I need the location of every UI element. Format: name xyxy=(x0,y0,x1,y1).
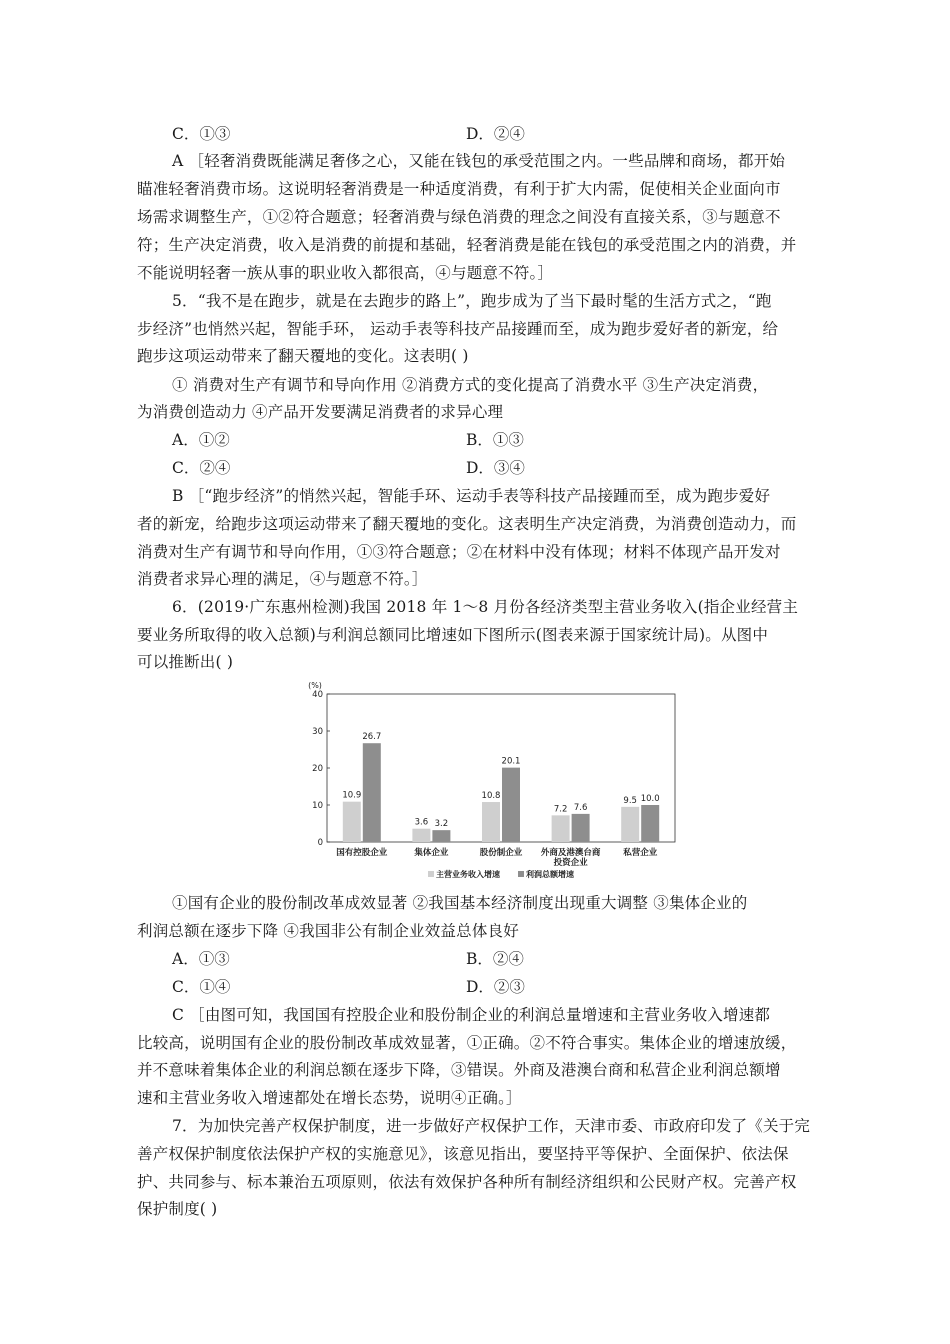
bar-value-label: 10.9 xyxy=(342,790,362,801)
legend-label: 主营业务收入增速 xyxy=(436,870,500,879)
legend-swatch xyxy=(518,871,524,877)
x-category-label: 投资企业 xyxy=(553,858,588,868)
q5-answer-line: 消费对生产有调节和导向作用，①③符合题意；②在材料中没有体现；材料不体现产品开发对 xyxy=(137,543,781,561)
q7-stem-line: 护、共同参与、标本兼治五项原则，依法有效保护各种所有制经济组织和公民财产权。完善产权 xyxy=(137,1173,797,1191)
q4-answer-line: A ［轻奢消费既能满足奢侈之心，又能在钱包的承受范围之内。一些品牌和商场，都开始 xyxy=(172,152,786,170)
bar-value-label: 10.0 xyxy=(640,794,660,804)
q6-option-d: D．②③ xyxy=(466,978,525,996)
x-category-label: 外商及港澳台商 xyxy=(540,848,601,858)
bar-revenue xyxy=(412,829,430,842)
q5-stem-line: 5．“我不是在跑步，就是在去跑步的路上”，跑步成为了当下最时髦的生活方式之，“跑 xyxy=(172,292,772,310)
q5-option-c: C．②④ xyxy=(172,459,231,477)
legend-label: 利润总额增速 xyxy=(526,870,574,879)
q6-option-a: A．①③ xyxy=(172,950,230,968)
bar-value-label: 20.1 xyxy=(501,756,521,767)
q7-stem-line: 7．为加快完善产权保护制度，进一步做好产权保护工作，天津市委、市政府印发了《关于完 xyxy=(172,1117,811,1135)
bar-value-label: 3.2 xyxy=(434,819,449,830)
y-axis-unit: (%) xyxy=(308,681,322,690)
q5-answer-line: 者的新宠，给跑步这项运动带来了翻天覆地的变化。这表明生产决定消费，为消费创造动力，而 xyxy=(137,515,797,533)
bar-revenue xyxy=(552,815,570,842)
q4-option-d: D．②④ xyxy=(466,125,525,143)
q6-stem-line: 可以推断出( ) xyxy=(137,653,234,671)
q4-answer-line: 场需求调整生产，①②符合题意；轻奢消费与绿色消费的理念之间没有直接关系，③与题意不 xyxy=(137,208,781,226)
q4-answer-line: 符；生产决定消费，收入是消费的前提和基础，轻奢消费是能在钱包的承受范围之内的消费，并 xyxy=(137,236,797,254)
y-tick-label: 0 xyxy=(317,838,323,848)
y-tick-label: 20 xyxy=(312,764,323,774)
q5-answer-line: 消费者求异心理的满足，④与题意不符。］ xyxy=(137,570,428,588)
q5-answer-line: B ［“跑步经济”的悄然兴起，智能手环、运动手表等科技产品接踵而至，成为跑步爱好 xyxy=(172,487,771,505)
q7-stem-line: 善产权保护制度依法保护产权的实施意见》，该意见指出，要坚持平等保护、全面保护、依法保 xyxy=(137,1145,789,1163)
q4-option-c: C．①③ xyxy=(172,125,231,143)
q5-statement-line: ① 消费对生产有调节和导向作用 ②消费方式的变化提高了消费水平 ③生产决定消费， xyxy=(172,376,769,394)
bar-revenue xyxy=(482,802,500,842)
growth-bar-chart xyxy=(300,676,680,888)
bar-profit xyxy=(641,805,659,842)
x-category-label: 国有控股企业 xyxy=(336,848,388,858)
bar-profit xyxy=(502,768,520,842)
q6-statement-line: ①国有企业的股份制改革成效显著 ②我国基本经济制度出现重大调整 ③集体企业的 xyxy=(172,894,748,912)
x-category-label: 集体企业 xyxy=(414,848,449,858)
bar-profit xyxy=(363,743,381,842)
q6-answer-line: 比较高，说明国有企业的股份制改革成效显著，①正确。②不符合事实。集体企业的增速放缓， xyxy=(137,1034,797,1052)
x-category-label: 私营企业 xyxy=(623,848,658,858)
q5-option-a: A．①② xyxy=(172,431,230,449)
bar-profit xyxy=(432,830,450,842)
q6-answer-line: 并不意味着集体企业的利润总额在逐步下降，③错误。外商及港澳台商和私营企业利润总额增 xyxy=(137,1061,781,1079)
bar-revenue xyxy=(343,802,361,842)
bar-value-label: 10.8 xyxy=(481,791,501,802)
q5-stem-line: 跑步这项运动带来了翻天覆地的变化。这表明( ) xyxy=(137,347,469,365)
q6-stem-line: 要业务所取得的收入总额)与利润总额同比增速如下图所示(图表来源于国家统计局)。从图中 xyxy=(137,626,769,644)
q7-stem-line: 保护制度( ) xyxy=(137,1200,218,1218)
q6-answer-line: 速和主营业务收入增速都处在增长态势，说明④正确。］ xyxy=(137,1089,522,1107)
q6-option-b: B．②④ xyxy=(466,950,524,968)
q6-option-c: C．①④ xyxy=(172,978,231,996)
q6-answer-line: C ［由图可知，我国国有控股企业和股份制企业的利润总量增速和主营业务收入增速都 xyxy=(172,1006,771,1024)
legend-swatch xyxy=(428,871,434,877)
y-tick-label: 30 xyxy=(312,727,323,737)
bar-revenue xyxy=(621,807,639,842)
q6-statement-line: 利润总额在逐步下降 ④我国非公有制企业效益总体良好 xyxy=(137,922,519,940)
y-tick-label: 10 xyxy=(312,801,323,811)
q5-stem-line: 步经济”也悄然兴起，智能手环， 运动手表等科技产品接踵而至，成为跑步爱好者的新宠，给 xyxy=(137,320,779,338)
q5-option-b: B．①③ xyxy=(466,431,524,449)
q6-stem-line: 6．(2019·广东惠州检测)我国 2018 年 1～8 月份各经济类型主营业务收入(指企业经营主 xyxy=(172,598,799,616)
bar-value-label: 26.7 xyxy=(362,732,382,743)
bar-value-label: 7.6 xyxy=(573,802,588,813)
y-tick-label: 40 xyxy=(312,690,323,700)
q4-answer-line: 瞄准轻奢消费市场。这说明轻奢消费是一种适度消费，有利于扩大内需，促使相关企业面向市 xyxy=(137,180,781,198)
q4-answer-line: 不能说明轻奢一族从事的职业收入都很高，④与题意不符。］ xyxy=(137,264,554,282)
q5-statement-line: 为消费创造动力 ④产品开发要满足消费者的求异心理 xyxy=(137,403,504,421)
q5-option-d: D．③④ xyxy=(466,459,525,477)
x-category-label: 股份制企业 xyxy=(479,848,523,858)
bar-value-label: 9.5 xyxy=(623,795,637,806)
bar-value-label: 3.6 xyxy=(414,817,429,828)
bar-value-label: 7.2 xyxy=(553,804,568,815)
bar-profit xyxy=(572,814,590,842)
